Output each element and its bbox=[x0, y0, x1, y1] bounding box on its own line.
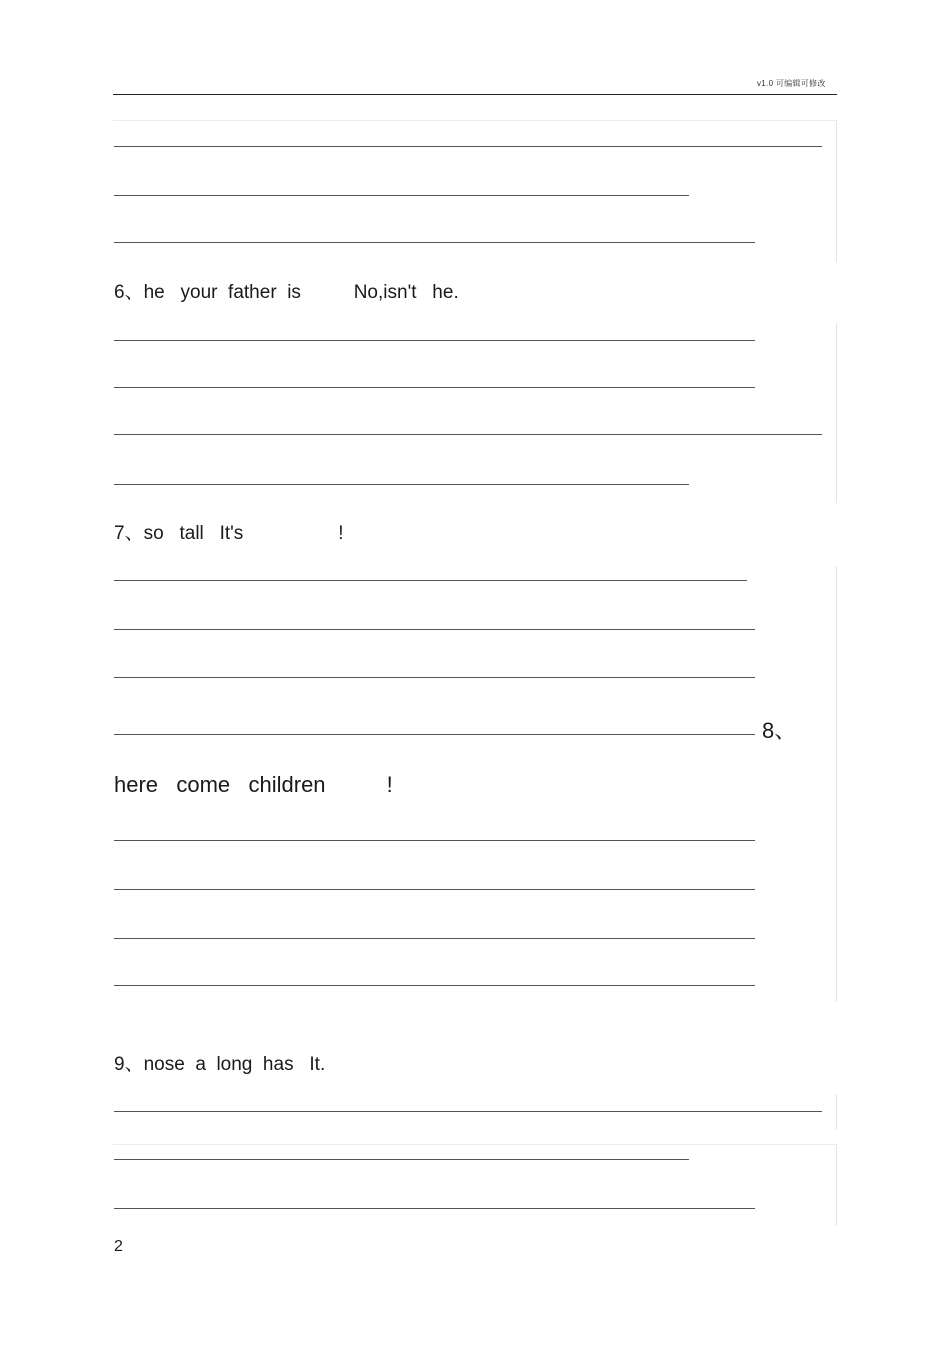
answer-line bbox=[114, 340, 755, 341]
answer-line bbox=[114, 1111, 822, 1112]
answer-line bbox=[114, 195, 689, 196]
answer-line bbox=[114, 387, 755, 388]
answer-line bbox=[114, 434, 822, 435]
answer-line bbox=[114, 938, 755, 939]
frame-right-edge-5 bbox=[836, 1144, 837, 1226]
question-8-number: 8、 bbox=[762, 718, 797, 743]
frame-right-edge-3 bbox=[836, 566, 837, 1002]
answer-line bbox=[114, 629, 755, 630]
frame-right-edge-4 bbox=[836, 1094, 837, 1130]
frame-mid-edge bbox=[113, 1144, 837, 1145]
answer-line bbox=[114, 580, 747, 581]
answer-line bbox=[114, 889, 755, 890]
header-rule bbox=[113, 94, 837, 95]
answer-line bbox=[114, 985, 755, 986]
answer-line bbox=[114, 242, 755, 243]
answer-line bbox=[114, 484, 689, 485]
question-6: 6、he your father is No,isn't he. bbox=[114, 282, 459, 303]
question-8: here come children ! bbox=[114, 772, 393, 797]
answer-line bbox=[114, 1159, 689, 1160]
answer-line bbox=[114, 146, 822, 147]
answer-line bbox=[114, 1208, 755, 1209]
question-9: 9、nose a long has It. bbox=[114, 1054, 326, 1075]
answer-line bbox=[114, 677, 755, 678]
page-number: 2 bbox=[114, 1238, 123, 1255]
answer-line bbox=[114, 734, 755, 735]
frame-right-edge-1 bbox=[836, 120, 837, 262]
answer-line bbox=[114, 840, 755, 841]
frame-top-edge bbox=[113, 120, 837, 121]
question-7: 7、so tall It's ! bbox=[114, 523, 344, 544]
frame-right-edge-2 bbox=[836, 323, 837, 503]
header-version-label: v1.0 可编辑可修改 bbox=[757, 79, 826, 88]
